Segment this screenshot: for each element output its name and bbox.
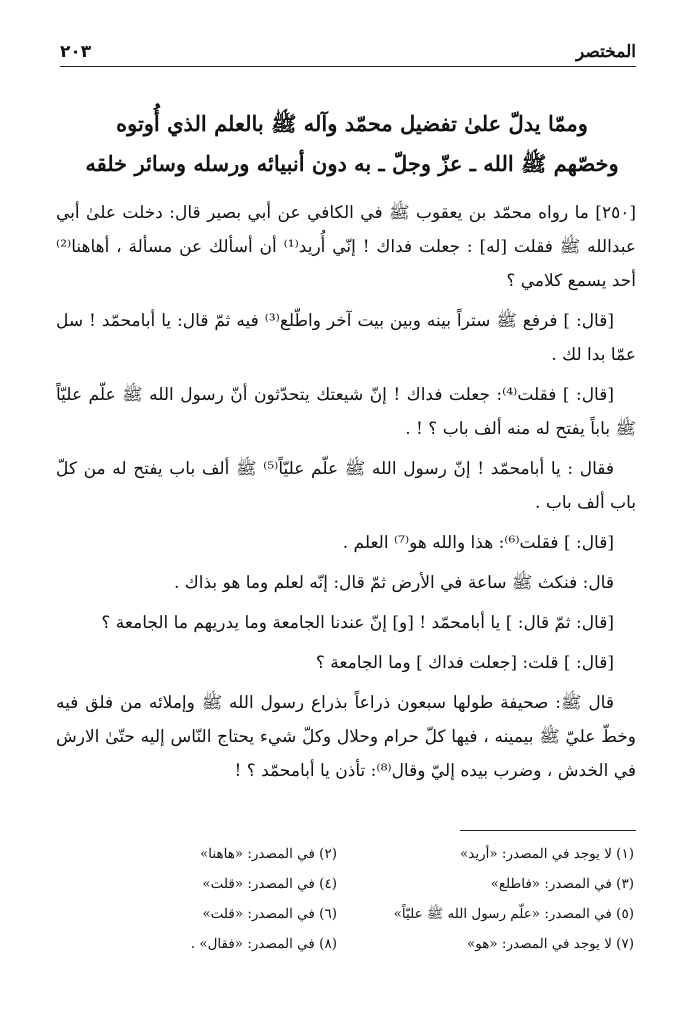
paragraph: [قال: ] فقلت⁽⁶⁾: هذا والله هو⁽⁷⁾ العلم . xyxy=(342,533,614,553)
footnote: (٦) في المصدر: «قلت» xyxy=(202,906,337,922)
paragraph: قال ﷺ: صحيفة طولها سبعون ذراعاً بذراع رسول الله ﷺ وإملائه من فلق فيه وخطّ عليّ ﷺ بيمينه ، فيها كلّ حرام وحلال وكلّ شيء يحتاج النّاس إليه حتّىٰ الارش في الخدش ، وضرب بيده إليّ وقال⁽⁸⁾: تأذن يا أبامحمّد ؟ ! xyxy=(56,693,636,781)
body-text xyxy=(56,196,636,794)
paragraph: [قال: ] فقلت⁽⁴⁾: جعلت فداك ! إنّ شيعتك يتحدّثون أنّ رسول الله ﷺ علّم عليّاً ﷺ باباً يفتح له منه ألف باب ؟ ! . xyxy=(56,385,636,439)
page-number: ٢٠٣ xyxy=(60,42,92,62)
paragraph: [٢٥٠] ما رواه محمّد بن يعقوب ﷺ في الكافي عن أبي بصير قال: دخلت علىٰ أبي عبدالله ﷺ فقلت [له] : جعلت فداك ! إنّي أُريد⁽¹⁾ أن أسألك عن مسألة ، أهاهنا⁽²⁾ أحد يسمع كلامي ؟ xyxy=(56,203,636,291)
footnote: (٤) في المصدر: «قلت» xyxy=(202,876,337,892)
paragraph: قال: فنكث ﷺ ساعة في الأرض ثمّ قال: إنّه لعلم وما هو بذاك . xyxy=(173,573,614,593)
footnote: (١) لا يوجد في المصدر: «أريد» xyxy=(460,846,634,862)
heading-line-1: وممّا يدلّ علىٰ تفضيل محمّد وآله ﷺ بالعلم الذي أُوتوه xyxy=(116,111,588,136)
footnote: (٢) في المصدر: «هاهنا» xyxy=(200,846,337,862)
paragraph: فقال : يا أبامحمّد ! إنّ رسول الله ﷺ علّم عليّاً⁽⁵⁾ ﷺ ألف باب يفتح له من كلّ باب ألف باب . xyxy=(56,459,636,513)
footnote: (٧) لا يوجد في المصدر: «هو» xyxy=(467,936,634,952)
footnote: (٨) في المصدر: «فقال» . xyxy=(190,936,337,952)
footnote-divider xyxy=(460,830,636,831)
footnotes xyxy=(60,842,634,956)
footnote: (٥) في المصدر: «علّم رسول الله ﷺ عليّاً» xyxy=(393,906,634,922)
heading-line-2: وخصّهم ﷺ الله ـ عزّ وجلّ ـ به دون أنبيائه ورسله وسائر خلقه xyxy=(85,151,619,176)
footnote: (٣) في المصدر: «فاطلع» xyxy=(490,876,634,892)
paragraph: [قال: ] قلت: [جعلت فداك ] وما الجامعة ؟ xyxy=(315,653,614,673)
paragraph: [قال: ثمّ قال: ] يا أبامحمّد ! [و] إنّ عندنا الجامعة وما يدريهم ما الجامعة ؟ xyxy=(101,613,614,633)
header-title: المختصر xyxy=(576,42,636,62)
section-heading xyxy=(70,104,634,184)
paragraph: [قال: ] فرفع ﷺ ستراً بينه وبين بيت آخر واطّلع⁽³⁾ فيه ثمّ قال: يا أبامحمّد ! سل عمّا بدا لك . xyxy=(56,311,636,365)
running-header xyxy=(60,36,636,67)
